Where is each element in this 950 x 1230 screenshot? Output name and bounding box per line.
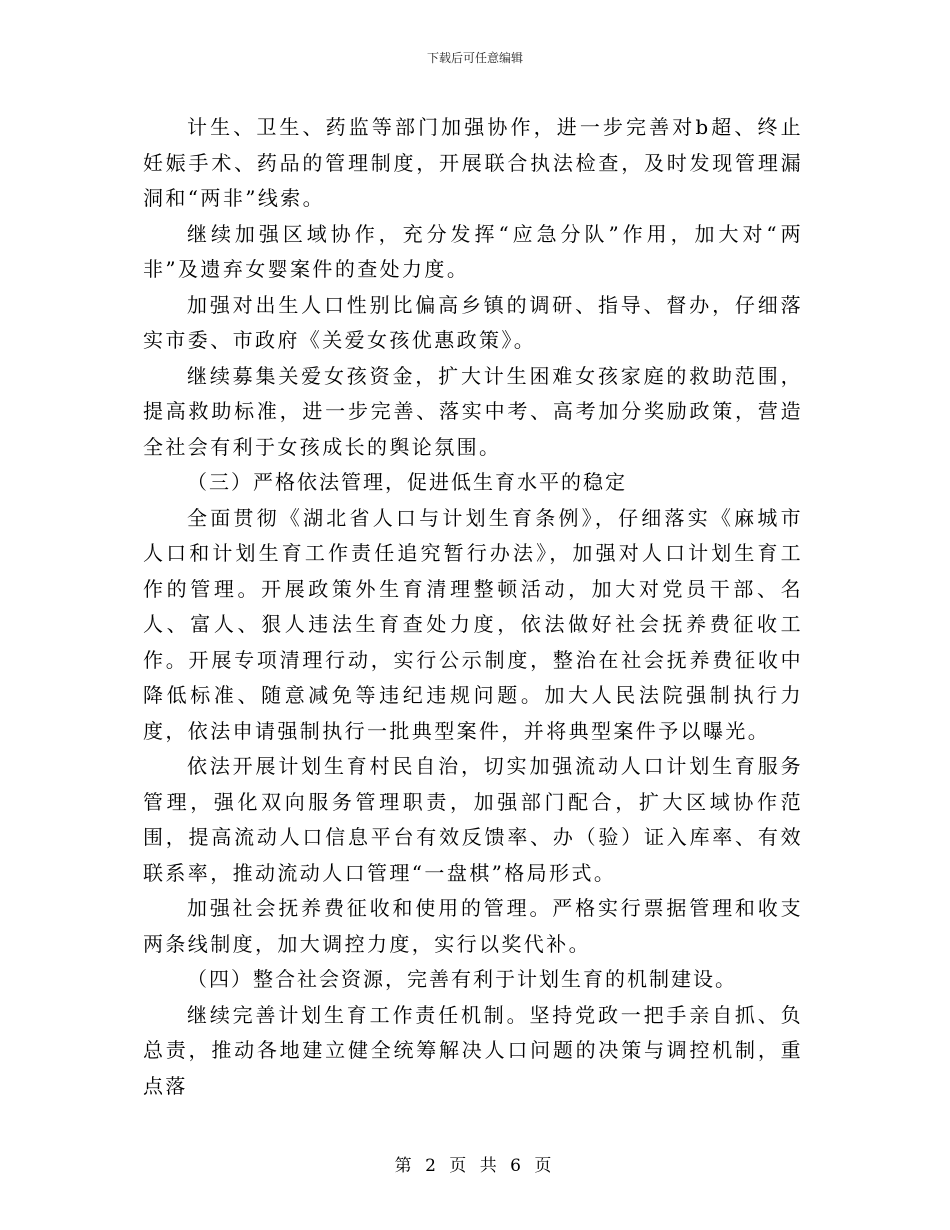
paragraph-supervision: 计生、卫生、药监等部门加强协作，进一步完善对b超、终止妊娠手术、药品的管理制度，开展联合执法检查，及时发现管理漏洞和“两非”线索。	[143, 115, 803, 210]
paragraph-responsibility-mechanism: 继续完善计划生育工作责任机制。坚持党政一把手亲自抓、负总责，推动各地建立健全统筹解决人口问题的决策与调控机制，重点落	[143, 1002, 803, 1098]
section-heading-three: （三）严格依法管理，促进低生育水平的稳定	[187, 470, 627, 494]
paragraph-regional-cooperation: 继续加强区域协作，充分发挥“应急分队”作用，加大对“两非”及遗弃女婴案件的查处力度。	[143, 221, 803, 281]
paragraph-fee-management: 加强社会抚养费征收和使用的管理。严格实行票据管理和收支两条线制度，加大调控力度，实行以奖代补。	[143, 896, 803, 956]
paragraph-law-enforcement: 全面贯彻《湖北省人口与计划生育条例》，仔细落实《麻城市人口和计划生育工作责任追究暂行办法》，加强对人口计划生育工作的管理。开展政策外生育清理整顿活动，加大对党员干部、名人、富人、狠人违法生育查处力度，依法做好社会抚养费征收工作。开展专项清理行动，实行公示制度，整治在社会抚养费征收中降低标准、随意减免等违纪违规问题。加大人民法院强制执行力度，依法申请强制执行一批典型案件，并将典型案件予以曝光。	[143, 505, 803, 743]
paragraph-floating-population: 依法开展计划生育村民自治，切实加强流动人口计划生育服务管理，强化双向服务管理职责，加强部门配合，扩大区域协作范围，提高流动人口信息平台有效反馈率、办（验）证入库率、有效联系率，推动流动人口管理“一盘棋”格局形式。	[143, 754, 803, 885]
page-header-note: 下载后可任意编辑	[426, 51, 523, 65]
paragraph-girl-care-fund: 继续募集关爱女孩资金，扩大计生困难女孩家庭的救助范围，提高救助标准，进一步完善、落实中考、高考加分奖励政策，营造全社会有利于女孩成长的舆论氛围。	[143, 363, 803, 459]
section-heading-four: （四）整合社会资源，完善有利于计划生育的机制建设。	[187, 967, 737, 991]
page-number-footer: 第 2 页 共 6 页	[394, 1156, 556, 1176]
document-body	[143, 110, 803, 1104]
paragraph-township-guidance: 加强对出生人口性别比偏高乡镇的调研、指导、督办，仔细落实市委、市政府《关爱女孩优惠政策》。	[143, 292, 803, 352]
